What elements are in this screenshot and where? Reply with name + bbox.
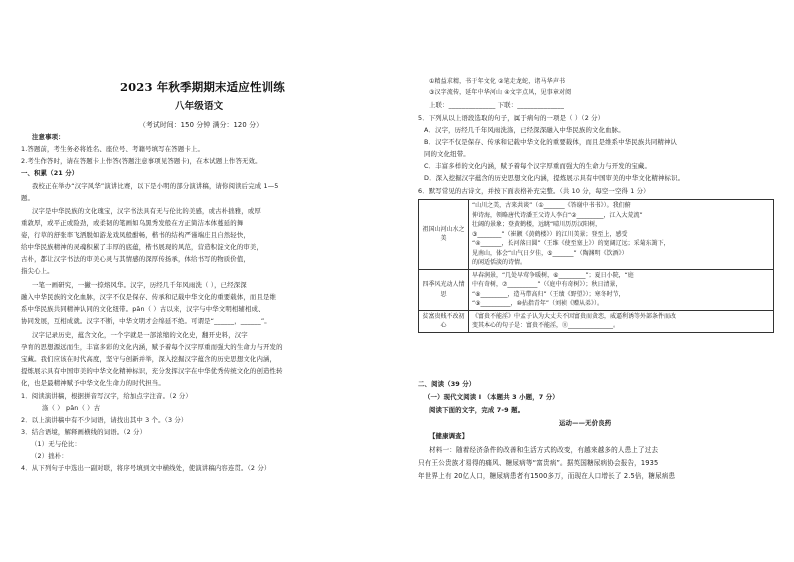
poetry-table xyxy=(418,199,774,333)
table-category: 祖国山河山水之美 xyxy=(419,200,469,270)
subsection-heading: （一）现代文阅读 I （本题共 3 小题，7 分） xyxy=(424,393,559,401)
table-row xyxy=(419,269,774,310)
paragraph-line: 协同发展，互相成就。汉字不断，中华文明才会绵延不绝。可谓是“______，______”。 xyxy=(21,317,271,325)
table-row xyxy=(419,200,774,270)
section-heading: 一、积累（21 分） xyxy=(21,169,79,177)
paragraph-line: 给中华民族精神的灵魂积累了丰厚的底蕴，楷书展现的风范，营造积淀文化的审美， xyxy=(21,243,264,251)
question-2: 2．以上演讲稿中有不少词语，请找出其中 3 个。（3 分） xyxy=(21,416,188,424)
question-3-part: （2）拙朴： xyxy=(31,452,68,460)
question-3-part: （1）无与伦比： xyxy=(31,440,81,448)
exam-title: 2023 年秋季期期末适应性训练 xyxy=(120,80,285,94)
paragraph-line: 一笔一画研究，一撇一捺熔风华。汉字，历经几千年风雨洗（ ），已经深深 xyxy=(32,281,247,289)
paragraph-line: 融入中华民族的文化血脉，汉字不仅是保存、传承和记载中华文化的重要载体，而且是维 xyxy=(21,293,277,301)
paragraph-line: 提炼展示具有中国审美的中华文化精神标识，充分发挥汉字在中华优秀传统文化的创造性转 xyxy=(21,367,283,375)
table-content: 《富贵不能淫》中孟子认为大丈夫不因富贵而贪恋，威逼利诱等外部条件而改 变其本心的句子是：富贵不能淫，⑪_______________。 xyxy=(469,310,774,332)
right-column xyxy=(397,0,794,562)
option-b-cont: 同的文化纽带。 xyxy=(424,150,470,158)
material-line: 材料一：随着经济条件的改善和生活方式的改变，有越来越多的人患上了过去 xyxy=(429,446,659,454)
paragraph-line: 姿，行草的舒张率飞洒脱如游龙戏凤般酣畅，楷书的结构严谨端庄且自然轻快， xyxy=(21,231,250,239)
option-b: B．汉字不仅是保存、传承和记载中华文化的重要载体，而且是维系中华民族共同精神认 xyxy=(424,138,678,146)
note-line: 2.考生作答时，请在答题卡上作答(答题注意事项见答题卡)，在本试题上作答无效。 xyxy=(21,157,262,165)
exam-info: （考试时间：150 分钟 满分：120 分） xyxy=(139,121,264,129)
question-6: 6．默写常见的古诗文，并按下面表格补充完整。（共 10 分，每空一空得 1 分） xyxy=(418,187,650,195)
table-category: 四季风光动人情思 xyxy=(419,269,469,310)
paragraph-line: 孕育的思想源远而生，丰富多彩的文化内涵，赋予着每个汉字厚重而强大的生命力与开发的 xyxy=(21,343,283,351)
paragraph-line: 系中华民族共同精神认同的文化纽带。pān（ ）古以来，汉字与中华文明相辅相成、 xyxy=(21,305,265,313)
table-content: 早春润景，“几处早莺争暖树，⑥_________”；夏日小院，“庭 中有奇树，⑦__________”（《庭中有奇树》）；秋日清景， “⑧_________，造马带高归”（王绩《野望》）；寒冬时节， “⑨__________，⑩拈指青年”（刘祯《赠从弟》）。 xyxy=(469,269,774,310)
question-3: 3．结合语境，解释画横线的词语。（2 分） xyxy=(21,428,147,436)
material-line: 只有王公贵族才易得的痛风、糖尿病等“富贵病”。据英国糖尿病协会报告，1935 xyxy=(418,459,659,467)
section-heading: 二、阅读（39 分） xyxy=(418,380,476,388)
question-5: 5．下列从以上语段选取的句子，属于病句的一项是（ ）（2 分） xyxy=(418,114,605,122)
option-d: D．深入挖掘汉字蕴含的历史思想文化内涵，提炼展示具有中国审美的中华文化精神标识。 xyxy=(424,174,685,182)
reading-instruction: 阅读下面的文字，完成 7-9 题。 xyxy=(429,406,525,414)
exam-subtitle: 八年级语文 xyxy=(175,101,224,112)
note-line: 1.答题前，考生务必将姓名、座位号、考籍号填写在答题卡上。 xyxy=(21,145,204,153)
paragraph-line: 指尖心上。 xyxy=(21,267,54,275)
table-content: “山川之美，古来共谈”（①_______《答谢中书书》）。我们俯 伸诗海，领略唐代诗潘王父诗人李白“②_________，江入大荒流” 壮阔的景象；登黄鹤楼，远眺“晴川历历汉阳树， ③________”（崔颢《黄鹤楼》）的江川美景；登至上，感受 “④_______，长河落日圆”（王维《使至塞上》）的宽阔辽远；采菊东篱下， 见南山，体会“山气日夕佳，⑤_______”（陶渊明《饮酒》） 的闲适恬淡的诗情。 xyxy=(469,200,774,270)
table-row xyxy=(419,310,774,332)
material-line: 年世界上有 20亿人口，糖尿病患者有1500多万，而现在人口增长了 2.5倍，糖尿病患 xyxy=(418,472,676,480)
question-1-blanks: 涤（ ） pān（ ）古 xyxy=(42,404,101,412)
option-a: A．汉字，历经几千年风雨洗涤，已经深深融入中华民族的文化血脉。 xyxy=(424,126,625,134)
notes-title: 注意事项： xyxy=(32,133,65,141)
paragraph-line: 汉字记录历史，蕴含文化，一个字就是一部浓缩的文化史，翻开史料，汉字 xyxy=(32,331,248,339)
paragraph-line: 古朴，都让汉字书法的审美心灵与其情感的深厚传扬承，体给书写的物质价值， xyxy=(21,255,250,263)
article-section-head: 【健康调查】 xyxy=(429,432,469,440)
couplet-options: ①精益求精，书于年文化 ②笔走龙蛇，诸马华声书 xyxy=(429,78,566,85)
table-category: 贫富贵贱不改初心 xyxy=(419,310,469,332)
paragraph-line: 重敦厚，或平正或险劲，或柔韧的笔画如乌黑秀发般在方正简洁本体蔓延的舞 xyxy=(21,219,244,227)
paragraph-line: 汉字是中华民族的文化瑰宝，汉字书法具有无与伦比的美感，或古朴拙雅，或厚 xyxy=(32,207,261,215)
couplet-options: ③汉字流传，延年中华河山 ④文字点风，见事章对阅 xyxy=(429,89,572,96)
option-c: C．丰富多样的文化内涵，赋予着每个汉字厚重而强大的生命力与开发的宝藏。 xyxy=(424,162,651,170)
paragraph-line: 宝藏。我们应该在时代高度，坚守与创新并举，深入挖掘汉字蕴含的历史思想文化内涵， xyxy=(21,355,277,363)
intro-line: 题。 xyxy=(21,194,35,202)
couplet-answer: 上联：______________ 下联：______________ xyxy=(429,101,565,109)
paragraph-line: 化，也是最精神赋予中华文化生命力的时代担当。 xyxy=(21,379,165,387)
question-4: 4．从下列句子中选出一副对联，将序号填到文中横线处，使演讲稿内容连贯。（2 分） xyxy=(21,464,271,472)
article-title: 运动——无价良药 xyxy=(559,419,612,427)
question-1: 1．阅读演讲稿，根据拼音写汉字，给加点字注音。（2 分） xyxy=(21,392,192,400)
intro-line: 我校正在举办“汉字风华”演讲比赛，以下是小明的部分演讲稿，请你阅读后完成 1—5 xyxy=(32,182,279,190)
